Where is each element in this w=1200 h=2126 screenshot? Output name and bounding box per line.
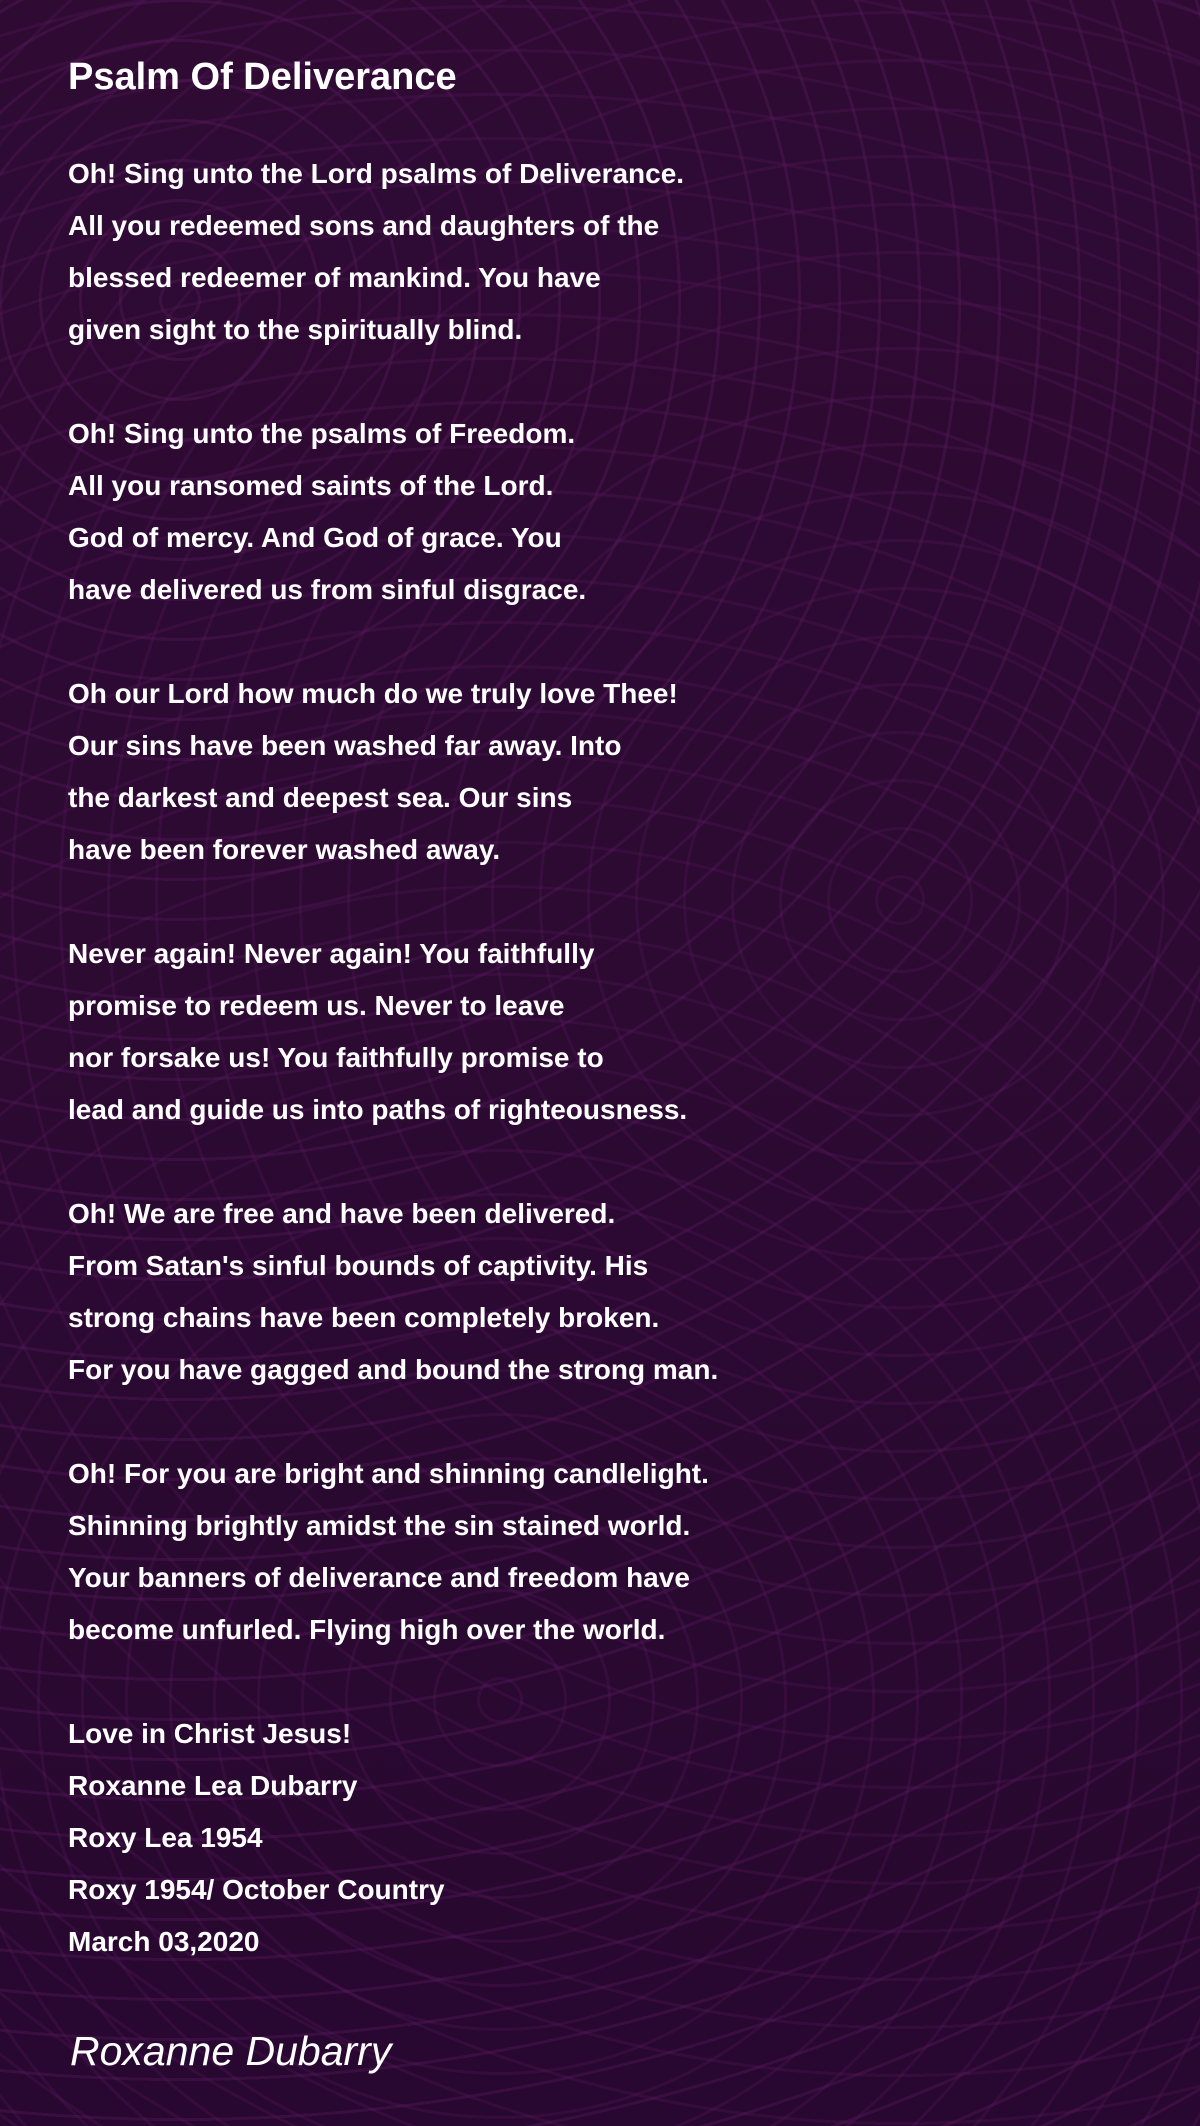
poem-line: lead and guide us into paths of righteousness. — [68, 1094, 688, 1125]
poem-line: Our sins have been washed far away. Into — [68, 730, 622, 761]
poem-line: Roxanne Lea Dubarry — [68, 1770, 358, 1801]
poem-line: Your banners of deliverance and freedom have — [68, 1562, 690, 1593]
poem-line: promise to redeem us. Never to leave — [68, 990, 565, 1021]
poem-line: nor forsake us! You faithfully promise to — [68, 1042, 604, 1073]
poem-author: Roxanne Dubarry — [70, 2028, 392, 2074]
stanza — [68, 1448, 718, 1656]
poem-line: All you ransomed saints of the Lord. — [68, 470, 554, 501]
stanza — [68, 928, 718, 1136]
poem-line: have been forever washed away. — [68, 834, 501, 865]
poem-line: Love in Christ Jesus! — [68, 1718, 352, 1749]
poem-line: Oh! We are free and have been delivered. — [68, 1198, 616, 1229]
poem-body — [68, 148, 718, 2020]
poem-line: given sight to the spiritually blind. — [68, 314, 523, 345]
poem-line: March 03,2020 — [68, 1926, 260, 1957]
stanza — [68, 408, 718, 616]
poem-line: Oh! Sing unto the psalms of Freedom. — [68, 418, 576, 449]
poem-title: Psalm Of Deliverance — [68, 56, 457, 98]
poem-line: have delivered us from sinful disgrace. — [68, 574, 587, 605]
poem-line: All you redeemed sons and daughters of the — [68, 210, 660, 241]
poem-line: Roxy Lea 1954 — [68, 1822, 263, 1853]
poem-line: Roxy 1954/ October Country — [68, 1874, 445, 1905]
poem-line: For you have gagged and bound the strong man. — [68, 1354, 719, 1385]
poem-line: become unfurled. Flying high over the world. — [68, 1614, 666, 1645]
poem-line: From Satan's sinful bounds of captivity. His — [68, 1250, 649, 1281]
poem-line: Shinning brightly amidst the sin stained world. — [68, 1510, 691, 1541]
poem-line: strong chains have been completely broken. — [68, 1302, 660, 1333]
poem-line: blessed redeemer of mankind. You have — [68, 262, 601, 293]
poem-line: Oh our Lord how much do we truly love Thee! — [68, 678, 678, 709]
poem-line: Never again! Never again! You faithfully — [68, 938, 595, 969]
poem-line: Oh! Sing unto the Lord psalms of Deliverance. — [68, 158, 685, 189]
poem-line: Oh! For you are bright and shinning candlelight. — [68, 1458, 709, 1489]
stanza — [68, 1708, 718, 1968]
stanza — [68, 148, 718, 356]
stanza — [68, 1188, 718, 1396]
poem-line: God of mercy. And God of grace. You — [68, 522, 562, 553]
poem-line: the darkest and deepest sea. Our sins — [68, 782, 573, 813]
stanza — [68, 668, 718, 876]
